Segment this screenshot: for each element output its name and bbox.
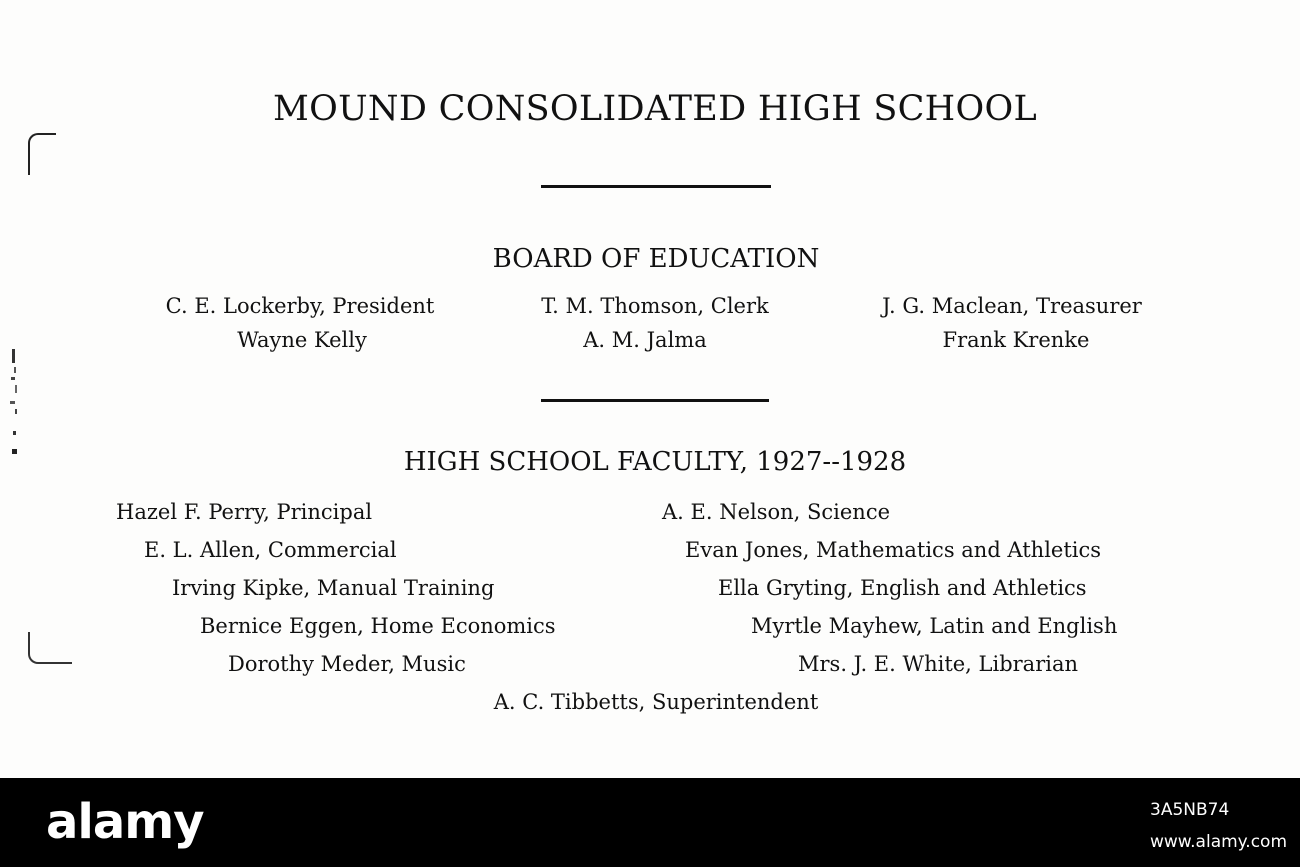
faculty-member: Ella Gryting, English and Athletics <box>718 576 1087 600</box>
board-member: C. E. Lockerby, President <box>165 294 435 318</box>
faculty-member: Hazel F. Perry, Principal <box>116 500 373 524</box>
faculty-member: Irving Kipke, Manual Training <box>172 576 495 600</box>
superintendent: A. C. Tibbetts, Superintendent <box>493 690 819 714</box>
site-url: www.alamy.com <box>1150 832 1288 852</box>
faculty-member: E. L. Allen, Commercial <box>144 538 397 562</box>
board-member: Wayne Kelly <box>237 328 367 352</box>
board-member: T. M. Thomson, Clerk <box>541 294 769 318</box>
scan-crop-mark <box>28 632 72 664</box>
faculty-member: Mrs. J. E. White, Librarian <box>798 652 1078 676</box>
board-member: A. M. Jalma <box>583 328 707 352</box>
alamy-logo: alamy <box>46 794 204 850</box>
faculty-member: Dorothy Meder, Music <box>228 652 466 676</box>
faculty-member: Evan Jones, Mathematics and Athletics <box>685 538 1102 562</box>
divider-rule <box>541 399 769 402</box>
board-member: J. G. Maclean, Treasurer <box>882 294 1142 318</box>
faculty-member: Myrtle Mayhew, Latin and English <box>751 614 1118 638</box>
board-heading: BOARD OF EDUCATION <box>492 244 820 274</box>
divider-rule <box>541 185 771 188</box>
scan-specks <box>6 345 26 465</box>
faculty-heading: HIGH SCHOOL FACULTY, 1927--1928 <box>403 447 907 477</box>
board-member: Frank Krenke <box>942 328 1090 352</box>
image-id: 3A5NB74 <box>1150 800 1230 820</box>
faculty-member: A. E. Nelson, Science <box>662 500 891 524</box>
faculty-member: Bernice Eggen, Home Economics <box>200 614 556 638</box>
document-title: MOUND CONSOLIDATED HIGH SCHOOL <box>272 89 1038 129</box>
scan-crop-mark <box>28 133 56 175</box>
